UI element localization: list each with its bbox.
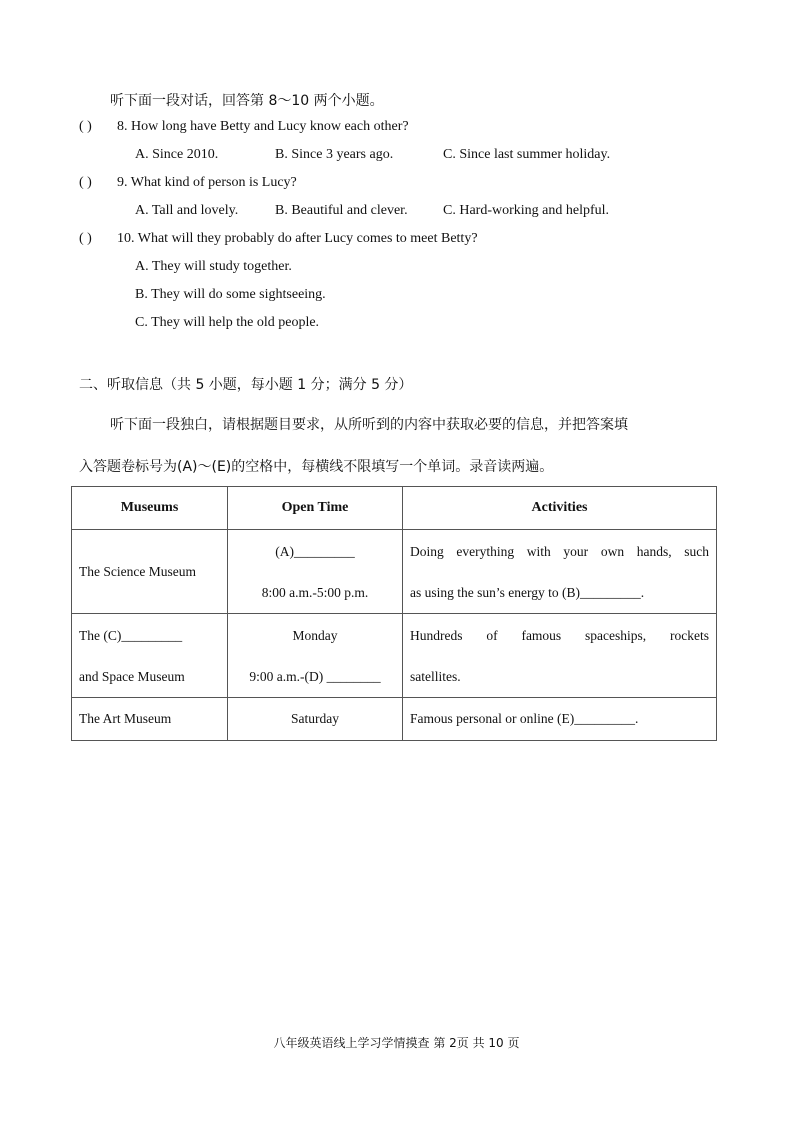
- museum-info-table: [71, 486, 717, 741]
- activity-text-line-1: Doing everything with your own hands, such: [410, 543, 709, 559]
- header-open-time: Open Time: [228, 487, 403, 530]
- open-hours-blank-d[interactable]: 9:00 a.m.-(D) ________: [249, 668, 381, 684]
- open-time-cell: [228, 530, 403, 614]
- section-2-heading: 二、听取信息（共 5 小题，每小题 1 分；满分 5 分）: [79, 377, 413, 393]
- question-10-bracket: ( ): [79, 231, 92, 246]
- open-time-cell: [228, 614, 403, 698]
- open-hours: 8:00 a.m.-5:00 p.m.: [261, 584, 369, 600]
- activity-text-line-2-blank-b[interactable]: as using the sun’s energy to (B)_________.: [410, 584, 645, 600]
- open-day: Saturday: [291, 711, 339, 726]
- question-9-option-c: C. Hard-working and helpful.: [443, 203, 610, 218]
- table-row: [72, 698, 717, 741]
- table-row: [72, 530, 717, 614]
- museum-name-blank-c[interactable]: The (C)_________: [79, 627, 183, 643]
- question-8-option-a: A. Since 2010.: [135, 147, 219, 162]
- table-row: [72, 614, 717, 698]
- museum-name: The Art Museum: [79, 711, 172, 726]
- activity-cell: [403, 530, 717, 614]
- question-9-stem: 9. What kind of person is Lucy?: [117, 175, 297, 190]
- activity-cell: [403, 614, 717, 698]
- question-9-bracket: ( ): [79, 175, 92, 190]
- blank-a[interactable]: (A)_________: [275, 543, 355, 559]
- museum-cell: [72, 614, 228, 698]
- page-footer: 八年级英语线上学习学情摸查 第 2页 共 10 页: [273, 1036, 520, 1050]
- section-2-instruction-line-1: 听下面一段独白，请根据题目要求，从所听到的内容中获取必要的信息，并把答案填: [110, 417, 628, 433]
- question-10-stem: 10. What will they probably do after Lucy comes to meet Betty?: [117, 231, 478, 246]
- activity-text-line-1: Hundreds of famous spaceships, rockets: [410, 627, 709, 643]
- open-day: Monday: [292, 627, 338, 643]
- question-10-option-c: C. They will help the old people.: [135, 315, 320, 330]
- question-9-option-a: A. Tall and lovely.: [135, 203, 239, 218]
- question-9-option-b: B. Beautiful and clever.: [275, 203, 408, 218]
- museum-cell: [72, 698, 228, 741]
- question-8-option-c: C. Since last summer holiday.: [443, 147, 611, 162]
- open-time-cell: [228, 698, 403, 741]
- question-8-stem: 8. How long have Betty and Lucy know each other?: [117, 119, 409, 134]
- museum-cell: [72, 530, 228, 614]
- header-museums: Museums: [72, 487, 228, 530]
- question-10-option-b: B. They will do some sightseeing.: [135, 287, 326, 302]
- question-8-bracket: ( ): [79, 119, 92, 134]
- section-2-instruction-line-2: 入答题卷标号为(A)～(E)的空格中，每横线不限填写一个单词。录音读两遍。: [79, 459, 554, 475]
- museum-name: The Science Museum: [79, 563, 196, 579]
- listening-intro: 听下面一段对话，回答第 8～10 两个小题。: [110, 93, 384, 109]
- activity-text-blank-e[interactable]: Famous personal or online (E)_________.: [410, 711, 639, 726]
- activity-text-line-2: satellites.: [410, 668, 461, 684]
- header-activities: Activities: [403, 487, 717, 530]
- activity-cell: [403, 698, 717, 741]
- museum-name-line-2: and Space Museum: [79, 668, 185, 684]
- question-8-option-b: B. Since 3 years ago.: [275, 147, 394, 162]
- question-10-option-a: A. They will study together.: [135, 259, 292, 274]
